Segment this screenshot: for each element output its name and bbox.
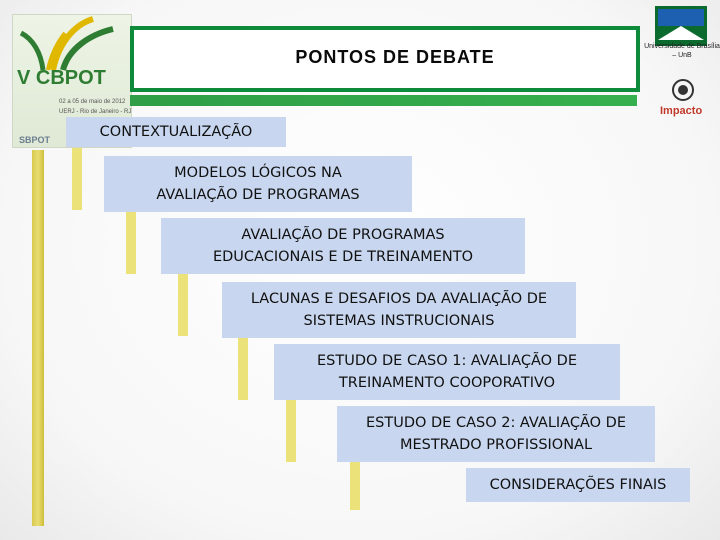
conference-org: SBPOT: [19, 135, 51, 145]
topic-consideracoes-finais[interactable]: [466, 468, 690, 502]
connector-bar: [238, 338, 248, 400]
conference-name: V CBPOT: [17, 67, 106, 89]
topic-lacunas-desafios[interactable]: [222, 282, 576, 338]
page-title: PONTOS DE DEBATE: [295, 47, 495, 67]
topic-label-line2: EDUCACIONAIS E DE TREINAMENTO: [212, 249, 474, 265]
topic-label: CONSIDERAÇÕES FINAIS: [489, 477, 667, 493]
logo-figure-icon: [13, 15, 132, 75]
topic-label-line2: TREINAMENTO COOPORATIVO: [338, 375, 556, 391]
header-stripe: [130, 95, 637, 106]
topic-label-line1: LACUNAS E DESAFIOS DA AVALIAÇÃO DE: [250, 291, 548, 307]
topic-label-line1: ESTUDO DE CASO 2: AVALIAÇÃO DE: [365, 415, 626, 431]
topic-modelos-logicos[interactable]: [104, 156, 412, 212]
unb-logo-icon: [655, 6, 707, 46]
topic-estudo-caso-2[interactable]: [337, 406, 655, 462]
conference-dates-line2: UERJ - Rio de Janeiro - RJ: [59, 109, 132, 115]
connector-bar: [126, 212, 136, 274]
impacto-logo-icon: [655, 78, 711, 124]
connector-bar: [286, 400, 296, 462]
topic-label-line2: SISTEMAS INSTRUCIONAIS: [303, 313, 495, 329]
topic-label-line1: MODELOS LÓGICOS NA: [174, 165, 342, 181]
conference-dates-line1: 02 a 05 de maio de 2012: [59, 99, 126, 105]
topic-label-line1: ESTUDO DE CASO 1: AVALIAÇÃO DE: [316, 353, 577, 369]
conference-dates: [59, 97, 131, 117]
topic-estudo-caso-1[interactable]: [274, 344, 620, 400]
topic-label-line2: AVALIAÇÃO DE PROGRAMAS: [156, 187, 360, 203]
connector-bar: [350, 462, 360, 510]
university-caption: Universidade de Brasília – UnB: [644, 43, 720, 59]
topic-avaliacao-programas[interactable]: [161, 218, 525, 274]
connector-bar: [72, 148, 82, 210]
impacto-logo-word: Impacto: [660, 105, 703, 117]
topic-contextualizacao[interactable]: [66, 117, 286, 147]
left-decorative-bar: [32, 150, 44, 526]
connector-bar: [178, 274, 188, 336]
topic-label-line1: AVALIAÇÃO DE PROGRAMAS: [241, 227, 445, 243]
topic-label: CONTEXTUALIZAÇÃO: [99, 124, 253, 140]
topic-label-line2: MESTRADO PROFISSIONAL: [399, 437, 593, 453]
